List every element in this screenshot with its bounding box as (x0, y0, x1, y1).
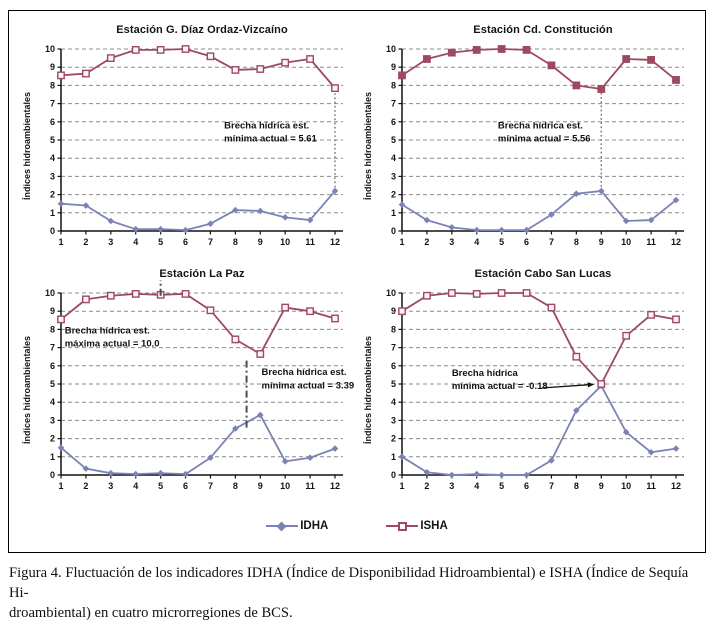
chart-title: Estación G. Díaz Ordaz-Vizcaíno (116, 24, 288, 36)
caption-line-1: Figura 4. Fluctuación de los indicadores IDHA (Índice de Disponibilidad Hidroambiental) e ISHA (Índice de Sequía Hi- (9, 565, 689, 601)
svg-text:11: 11 (646, 481, 656, 491)
svg-text:Brecha hídrica est.: Brecha hídrica est. (497, 120, 583, 132)
plot-area (376, 39, 685, 253)
figure-border (8, 10, 706, 553)
svg-text:5: 5 (158, 481, 164, 491)
svg-text:3: 3 (449, 237, 455, 247)
legend (9, 520, 705, 532)
svg-text:0: 0 (390, 470, 396, 480)
svg-text:10: 10 (280, 481, 291, 491)
svg-text:7: 7 (49, 98, 55, 109)
svg-text:2: 2 (424, 237, 430, 247)
plot-area (376, 283, 685, 497)
svg-text:8: 8 (390, 80, 396, 91)
svg-text:8: 8 (49, 80, 55, 91)
svg-text:11: 11 (305, 237, 315, 247)
chart-title: Estación Cd. Constitución (473, 24, 613, 36)
svg-text:7: 7 (390, 342, 396, 353)
svg-text:4: 4 (133, 237, 139, 247)
svg-text:mínima actual = 5.61: mínima actual = 5.61 (224, 133, 317, 145)
svg-text:8: 8 (232, 481, 238, 491)
svg-text:10: 10 (385, 288, 396, 298)
svg-text:7: 7 (207, 481, 213, 491)
svg-text:8: 8 (573, 237, 579, 247)
svg-text:5: 5 (390, 135, 396, 145)
svg-text:7: 7 (49, 342, 55, 353)
svg-text:5: 5 (499, 237, 505, 247)
svg-text:10: 10 (385, 44, 396, 54)
chart-title: Estación La Paz (159, 268, 245, 280)
svg-text:8: 8 (49, 324, 55, 335)
svg-text:1: 1 (399, 481, 405, 491)
svg-text:4: 4 (390, 153, 396, 164)
svg-text:6: 6 (183, 237, 189, 247)
svg-text:1: 1 (390, 207, 396, 218)
svg-text:1: 1 (390, 451, 396, 462)
svg-text:1: 1 (49, 207, 55, 218)
svg-text:2: 2 (390, 189, 396, 200)
svg-text:6: 6 (390, 116, 396, 127)
svg-text:4: 4 (133, 481, 139, 491)
svg-text:2: 2 (424, 481, 430, 491)
svg-text:11: 11 (646, 237, 656, 247)
svg-text:9: 9 (598, 481, 604, 491)
svg-text:6: 6 (524, 237, 530, 247)
svg-text:9: 9 (49, 306, 55, 317)
svg-text:10: 10 (44, 44, 55, 54)
svg-text:10: 10 (280, 237, 291, 247)
svg-text:mínima actual = 3.39: mínima actual = 3.39 (261, 380, 355, 392)
svg-text:6: 6 (49, 116, 55, 127)
svg-text:4: 4 (49, 397, 55, 408)
svg-text:Brecha hídrica est.: Brecha hídrica est. (224, 120, 310, 132)
svg-text:6: 6 (49, 360, 55, 371)
svg-text:3: 3 (390, 415, 396, 426)
plot-area (35, 39, 344, 253)
legend-label-idha: IDHA (300, 520, 329, 532)
legend-item-isha (386, 520, 447, 532)
svg-text:5: 5 (49, 135, 55, 145)
svg-text:0: 0 (49, 470, 55, 480)
y-axis-label: Índices hidroambientales (363, 335, 373, 445)
svg-text:9: 9 (598, 237, 604, 247)
svg-text:12: 12 (329, 237, 341, 247)
svg-text:4: 4 (49, 153, 55, 164)
figure-caption (9, 563, 709, 623)
svg-text:1: 1 (49, 451, 55, 462)
legend-item-idha (266, 520, 328, 532)
svg-text:mínima actual = 5.56: mínima actual = 5.56 (497, 133, 591, 145)
svg-text:5: 5 (390, 379, 396, 389)
svg-text:2: 2 (83, 481, 89, 491)
svg-text:3: 3 (390, 171, 396, 182)
svg-text:mínima actual = -0.18: mínima actual = -0.18 (451, 381, 548, 393)
svg-text:10: 10 (44, 288, 55, 298)
svg-text:0: 0 (49, 226, 55, 236)
svg-text:9: 9 (257, 481, 263, 491)
svg-text:4: 4 (474, 481, 480, 491)
idha-line-marker-icon (266, 521, 298, 532)
legend-label-isha: ISHA (420, 520, 448, 532)
svg-text:12: 12 (329, 481, 341, 491)
svg-text:Brecha hídrica: Brecha hídrica (451, 368, 518, 380)
svg-text:12: 12 (670, 237, 682, 247)
svg-text:4: 4 (390, 397, 396, 408)
svg-text:6: 6 (183, 481, 189, 491)
svg-text:3: 3 (49, 415, 55, 426)
svg-text:1: 1 (58, 237, 64, 247)
svg-text:7: 7 (207, 237, 213, 247)
chart-title: Estación Cabo San Lucas (474, 268, 612, 280)
svg-text:máxima actual = 10.0: máxima actual = 10.0 (64, 338, 160, 350)
svg-text:3: 3 (449, 481, 455, 491)
svg-text:6: 6 (524, 481, 530, 491)
svg-text:2: 2 (49, 189, 55, 200)
chart-estacion-la-paz (19, 263, 355, 501)
svg-text:0: 0 (390, 226, 396, 236)
svg-text:1: 1 (399, 237, 405, 247)
svg-text:9: 9 (257, 237, 263, 247)
svg-text:8: 8 (232, 237, 238, 247)
svg-text:8: 8 (573, 481, 579, 491)
y-axis-label: Índices hidroambientales (22, 335, 32, 445)
svg-text:Brecha hídrica est.: Brecha hídrica est. (64, 325, 150, 337)
svg-text:7: 7 (548, 481, 554, 491)
svg-text:5: 5 (499, 481, 505, 491)
svg-text:3: 3 (49, 171, 55, 182)
chart-estacion-diaz-ordaz-vizcaino (19, 19, 355, 257)
svg-text:4: 4 (474, 237, 480, 247)
svg-text:8: 8 (390, 324, 396, 335)
svg-text:7: 7 (390, 98, 396, 109)
svg-text:7: 7 (548, 237, 554, 247)
svg-text:6: 6 (390, 360, 396, 371)
svg-text:9: 9 (49, 62, 55, 73)
svg-text:10: 10 (621, 481, 632, 491)
svg-text:3: 3 (108, 237, 114, 247)
svg-text:11: 11 (305, 481, 315, 491)
svg-text:1: 1 (58, 481, 64, 491)
svg-text:2: 2 (49, 433, 55, 444)
svg-text:10: 10 (621, 237, 632, 247)
svg-text:Brecha hídrica est.: Brecha hídrica est. (261, 367, 347, 379)
svg-text:5: 5 (158, 237, 164, 247)
svg-text:5: 5 (49, 379, 55, 389)
plot-area (35, 283, 355, 497)
y-axis-label: Índices hidroambientales (22, 91, 32, 201)
svg-text:2: 2 (83, 237, 89, 247)
svg-text:12: 12 (670, 481, 682, 491)
chart-estacion-cabo-san-lucas (360, 263, 696, 501)
svg-text:3: 3 (108, 481, 114, 491)
svg-text:9: 9 (390, 62, 396, 73)
svg-text:9: 9 (390, 306, 396, 317)
chart-estacion-cd-constitucion (360, 19, 696, 257)
isha-line-marker-icon (386, 521, 418, 532)
caption-line-2: droambiental) en cuatro microrregiones de BCS. (9, 605, 293, 621)
y-axis-label: Índices hidroambientales (363, 91, 373, 201)
svg-text:2: 2 (390, 433, 396, 444)
